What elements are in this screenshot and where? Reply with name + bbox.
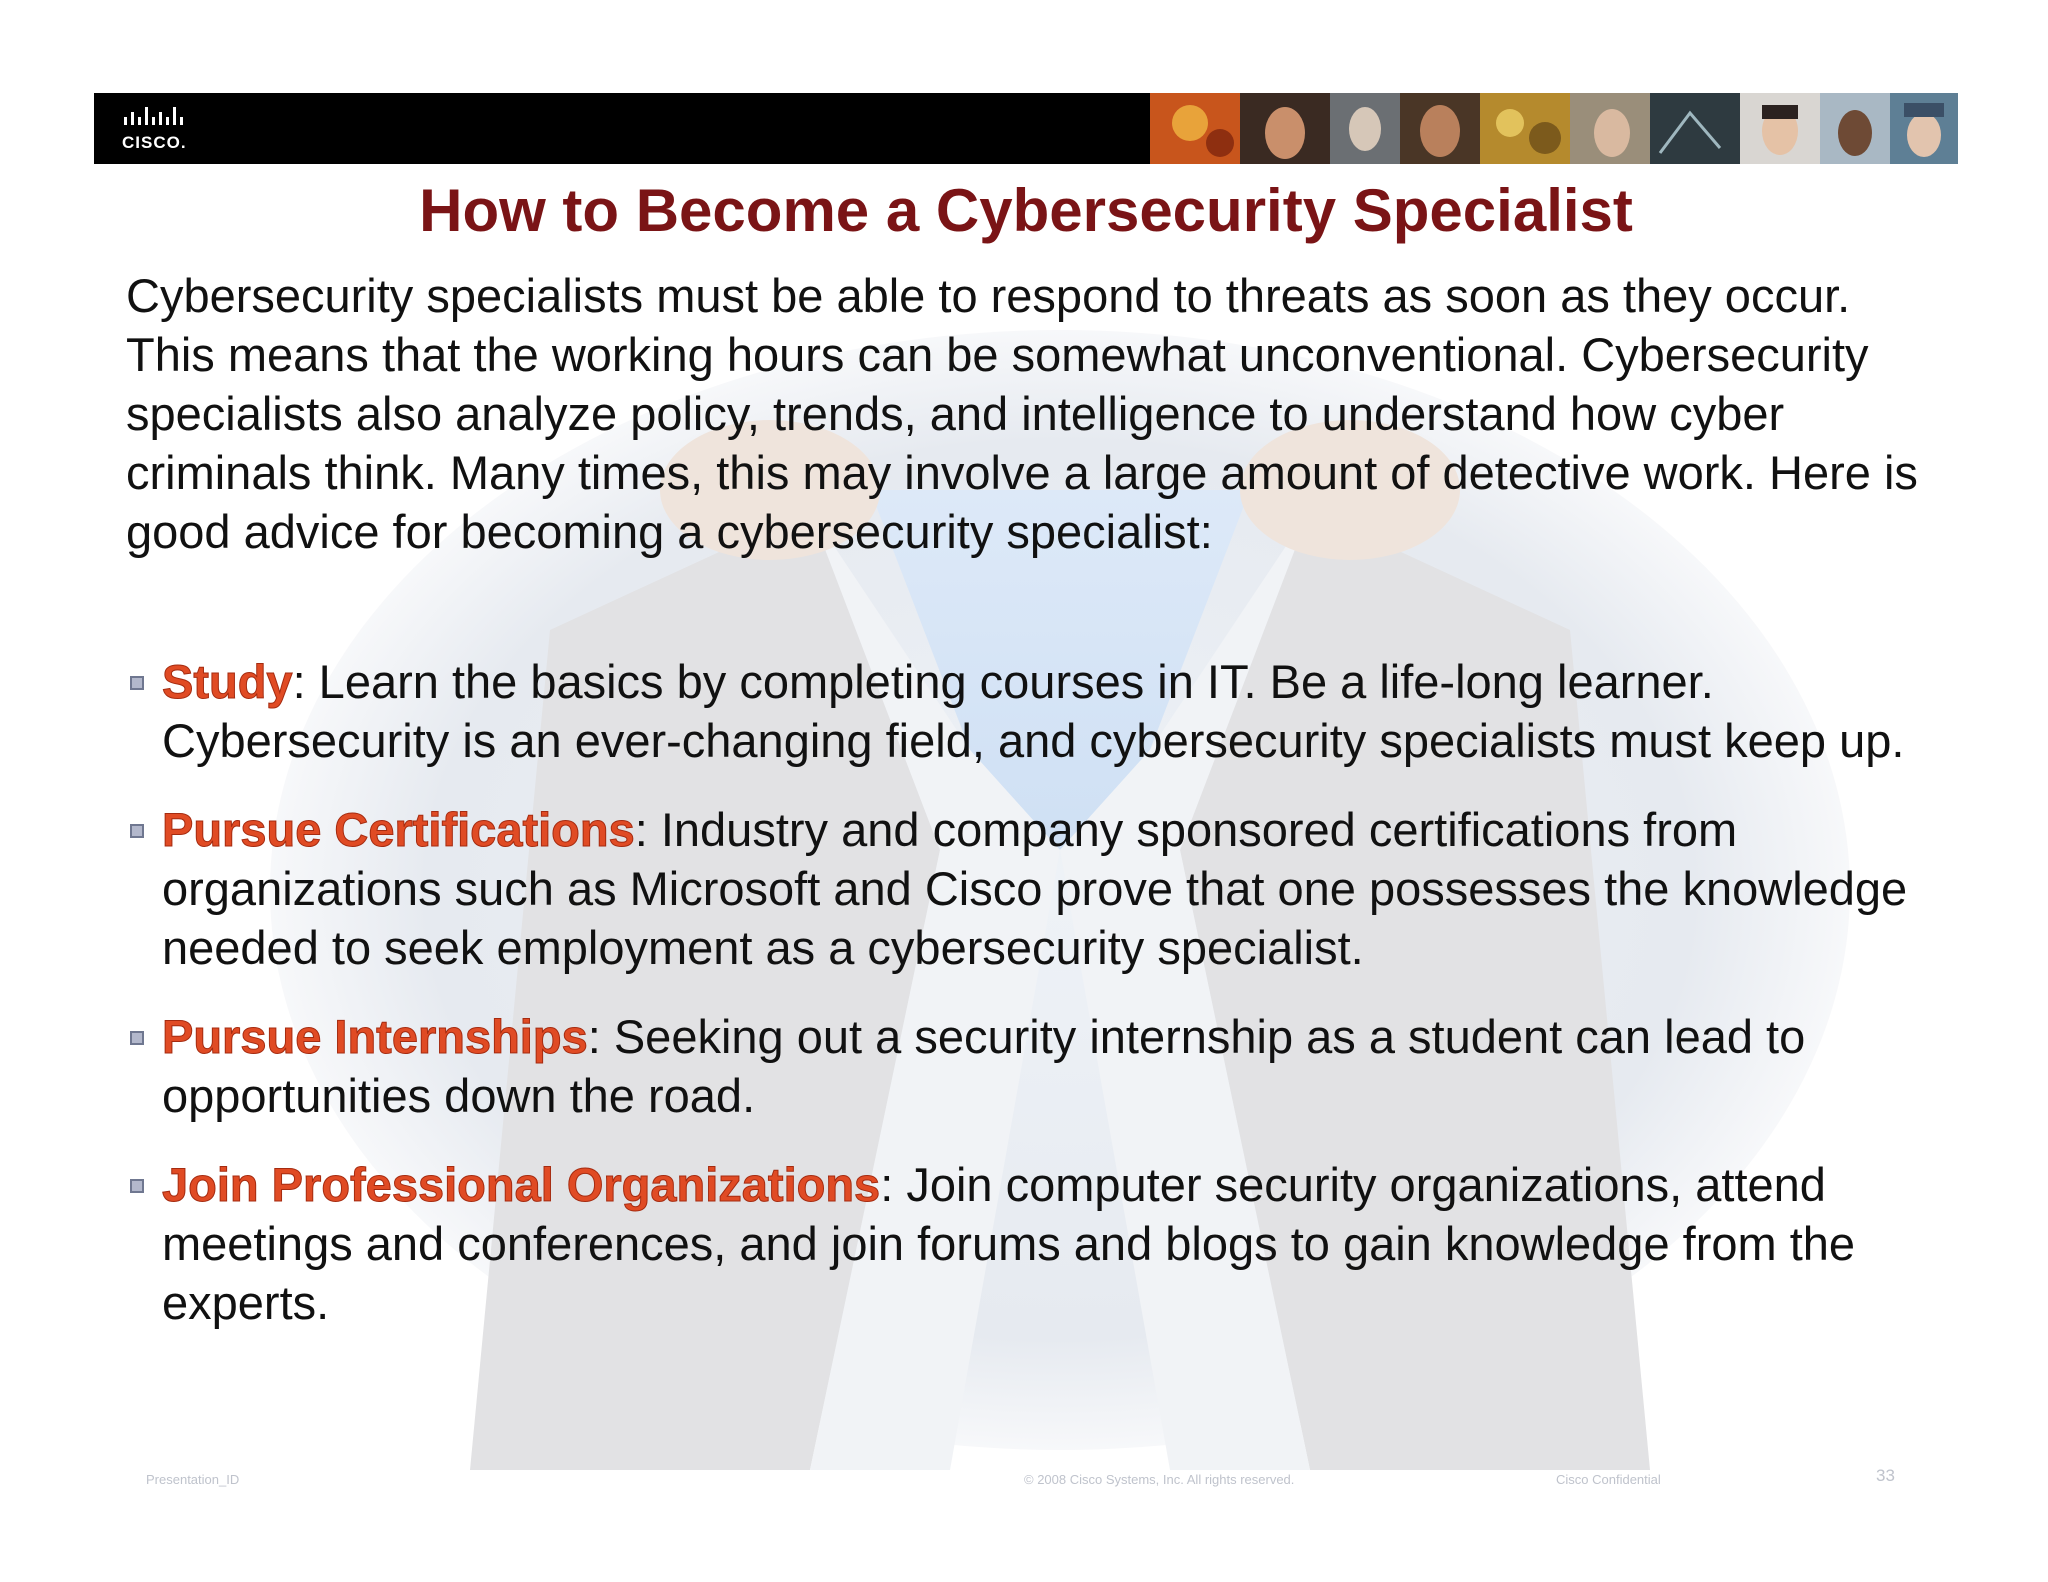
- square-bullet-icon: [130, 1179, 144, 1193]
- header-bar: [94, 93, 1958, 164]
- footer-presentation-id: Presentation_ID: [146, 1472, 240, 1487]
- bullet-text: : Seeking out a security internship as a student can lead to opportunities down the road.: [162, 1010, 1806, 1122]
- photo-tile: [1330, 93, 1400, 164]
- square-bullet-icon: [130, 824, 144, 838]
- photo-tile: [1400, 93, 1480, 164]
- photo-tile: [1820, 93, 1890, 164]
- bullet-term: Join Professional Organizations: [162, 1158, 881, 1211]
- square-bullet-icon: [130, 1031, 144, 1045]
- list-item: [126, 1155, 1946, 1332]
- photo-tile: [1150, 93, 1240, 164]
- list-item: [126, 652, 1946, 770]
- list-item: [126, 800, 1946, 977]
- cisco-bridge-icon: [122, 103, 202, 133]
- bullet-term: Study: [162, 655, 293, 708]
- list-item: [126, 1007, 1946, 1125]
- logo-text: CISCO.: [122, 133, 187, 152]
- footer-confidential: Cisco Confidential: [1556, 1472, 1661, 1487]
- header-photo-strip: [1150, 93, 1958, 164]
- bullet-text: : Join computer security organizations, attend meetings and conferences, and join forums and blogs to gain knowledge from the experts.: [162, 1158, 1856, 1329]
- bullet-term: Pursue Certifications: [162, 803, 635, 856]
- intro-paragraph: Cybersecurity specialists must be able to respond to threats as soon as they occur. This means that the working hours can be somewhat unconventional. Cybersecurity specialists also analyze policy, trends, and intelligence to understand how cyber criminals think. Many times, this may involve a large amount of detective work. Here is good advice for becoming a cybersecurity specialist:: [126, 269, 1918, 558]
- photo-tile: [1570, 93, 1650, 164]
- photo-tile: [1650, 93, 1740, 164]
- page-number: 33: [1876, 1466, 1895, 1485]
- photo-tile: [1890, 93, 1958, 164]
- square-bullet-icon: [130, 676, 144, 690]
- photo-tile: [1740, 93, 1820, 164]
- photo-tile: [1480, 93, 1570, 164]
- slide-title: How to Become a Cybersecurity Specialist: [419, 177, 1633, 244]
- bullet-text: : Industry and company sponsored certifications from organizations such as Microsoft and Cisco prove that one possesses the knowledge needed to seek employment as a cybersecurity specialist.: [162, 803, 1908, 974]
- advice-list: [126, 652, 1946, 1362]
- bullet-term: Pursue Internships: [162, 1010, 588, 1063]
- photo-tile: [1240, 93, 1330, 164]
- cisco-logo: [122, 103, 202, 153]
- footer-copyright: © 2008 Cisco Systems, Inc. All rights reserved.: [1024, 1472, 1295, 1487]
- bullet-text: : Learn the basics by completing courses in IT. Be a life-long learner. Cybersecurity is an ever-changing field, and cybersecurity specialists must keep up.: [162, 655, 1905, 767]
